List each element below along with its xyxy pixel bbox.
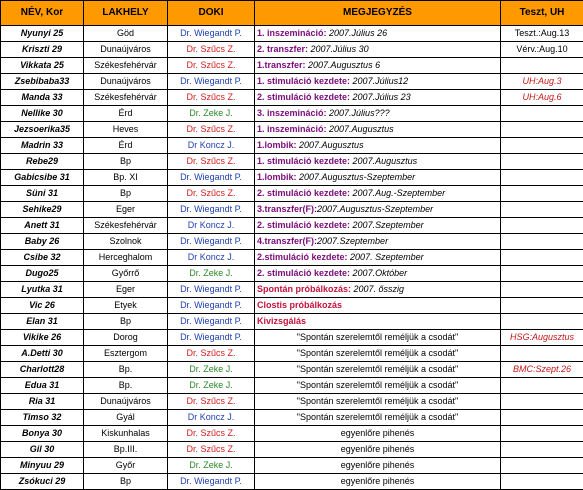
cell-doctor[interactable]: Dr. Wiegandt P.: [168, 74, 255, 90]
table-row: [1, 202, 583, 218]
table-row: [1, 266, 583, 282]
cell-test[interactable]: [501, 154, 583, 170]
cell-city[interactable]: Bp.III.: [84, 442, 168, 458]
cell-doctor[interactable]: Dr. Wiegandt P.: [168, 314, 255, 330]
note-highlight: 1. inszemináció:: [257, 124, 327, 134]
cell-city[interactable]: Esztergom: [84, 346, 168, 362]
cell-name[interactable]: Manda 33: [1, 90, 84, 106]
cell-doctor[interactable]: Dr. Wiegandt P.: [168, 282, 255, 298]
cell-note[interactable]: [255, 250, 501, 266]
cell-city[interactable]: Érd: [84, 106, 168, 122]
cell-name[interactable]: Edua 31: [1, 378, 84, 394]
table-row: [1, 74, 583, 90]
note-date: 2007.Augusztus-Szeptember: [297, 172, 416, 182]
cell-note[interactable]: [255, 314, 501, 330]
table-row: [1, 170, 583, 186]
cell-name[interactable]: Minyuu 29: [1, 458, 84, 474]
note-highlight: 1.lombik:: [257, 172, 297, 182]
cell-test[interactable]: [501, 394, 583, 410]
cell-name[interactable]: Bonya 30: [1, 426, 84, 442]
cell-note[interactable]: "Spontán szerelemtől reméljük a csodát": [255, 330, 501, 346]
table-row: [1, 346, 583, 362]
cell-test[interactable]: [501, 58, 583, 74]
header-city[interactable]: LAKHELY: [84, 1, 168, 26]
cell-test[interactable]: UH:Aug.3: [501, 74, 583, 90]
note-date: 2007.Szeptember: [317, 236, 388, 246]
cell-note[interactable]: [255, 138, 501, 154]
cell-test[interactable]: [501, 410, 583, 426]
table-row: [1, 378, 583, 394]
cell-note[interactable]: [255, 282, 501, 298]
cell-doctor[interactable]: Dr. Szűcs Z.: [168, 122, 255, 138]
cell-city[interactable]: Heves: [84, 122, 168, 138]
cell-note[interactable]: "Spontán szerelemtől reméljük a csodát": [255, 378, 501, 394]
note-highlight: 1. stimuláció kezdete:: [257, 76, 350, 86]
note-highlight: 1. inszemináció:: [257, 28, 327, 38]
cell-note[interactable]: [255, 154, 501, 170]
note-date: 2007.Augusztus 6: [306, 60, 381, 70]
cell-doctor[interactable]: Dr Koncz J.: [168, 250, 255, 266]
note-date: 2007.Július???: [327, 108, 390, 118]
table-row: [1, 218, 583, 234]
cell-city[interactable]: Dorog: [84, 330, 168, 346]
note-date: 2007.Július 23: [350, 92, 411, 102]
cell-test[interactable]: Vérv.:Aug.10: [501, 42, 583, 58]
cell-test[interactable]: Teszt.:Aug.13: [501, 26, 583, 42]
table-row: [1, 394, 583, 410]
note-date: 2007. ősszig: [351, 284, 404, 294]
cell-test[interactable]: [501, 218, 583, 234]
cell-city[interactable]: Székesfehérvár: [84, 90, 168, 106]
cell-note[interactable]: [255, 58, 501, 74]
table-row: [1, 442, 583, 458]
cell-name[interactable]: Charlott28: [1, 362, 84, 378]
cell-doctor[interactable]: Dr. Wiegandt P.: [168, 170, 255, 186]
cell-city[interactable]: Bp.: [84, 378, 168, 394]
cell-name[interactable]: Anett 31: [1, 218, 84, 234]
cell-name[interactable]: Rebe29: [1, 154, 84, 170]
cell-doctor[interactable]: Dr. Zeke J.: [168, 458, 255, 474]
note-highlight: 3.transzfer(F):: [257, 204, 317, 214]
table-row: [1, 90, 583, 106]
cell-name[interactable]: Elan 31: [1, 314, 84, 330]
cell-city[interactable]: Bp: [84, 154, 168, 170]
cell-test[interactable]: UH:Aug.6: [501, 90, 583, 106]
cell-city[interactable]: Szolnok: [84, 234, 168, 250]
cell-note[interactable]: [255, 90, 501, 106]
cell-city[interactable]: Győrrő: [84, 266, 168, 282]
note-date: 2007.Július 26: [327, 28, 388, 38]
cell-test[interactable]: [501, 234, 583, 250]
cell-doctor[interactable]: Dr. Szűcs Z.: [168, 186, 255, 202]
cell-note[interactable]: [255, 42, 501, 58]
cell-city[interactable]: Bp: [84, 186, 168, 202]
note-highlight: 2. stimuláció kezdete:: [257, 220, 350, 230]
cell-name[interactable]: Nellike 30: [1, 106, 84, 122]
cell-name[interactable]: A.Detti 30: [1, 346, 84, 362]
cell-note[interactable]: egyenlőre pihenés: [255, 458, 501, 474]
cell-note[interactable]: "Spontán szerelemtől reméljük a csodát": [255, 394, 501, 410]
cell-city[interactable]: Bp: [84, 474, 168, 490]
table-row: [1, 154, 583, 170]
table-row: [1, 26, 583, 42]
cell-test[interactable]: [501, 186, 583, 202]
cell-note[interactable]: "Spontán szerelemtől reméljük a csodát": [255, 362, 501, 378]
cell-note[interactable]: [255, 170, 501, 186]
cell-city[interactable]: Dunaújváros: [84, 42, 168, 58]
note-date: 2007.Szeptember: [350, 220, 424, 230]
table-row: [1, 330, 583, 346]
note-highlight: 1.transzfer:: [257, 60, 306, 70]
header-doctor[interactable]: DOKI: [168, 1, 255, 26]
cell-doctor[interactable]: Dr. Szűcs Z.: [168, 154, 255, 170]
note-date: 2007.Augusztus: [350, 156, 417, 166]
cell-test[interactable]: [501, 314, 583, 330]
cell-city[interactable]: Göd: [84, 26, 168, 42]
cell-test[interactable]: HSG:Augusztus: [501, 330, 583, 346]
cell-note[interactable]: [255, 122, 501, 138]
cell-name[interactable]: Jezsoerika35: [1, 122, 84, 138]
note-highlight: 4.transzfer(F):: [257, 236, 317, 246]
cell-doctor[interactable]: Dr Koncz J.: [168, 410, 255, 426]
cell-name[interactable]: Timso 32: [1, 410, 84, 426]
cell-test[interactable]: [501, 458, 583, 474]
header-note[interactable]: MEGJEGYZÉS: [255, 1, 501, 26]
table-row: [1, 234, 583, 250]
cell-test[interactable]: [501, 170, 583, 186]
cell-doctor[interactable]: Dr. Wiegandt P.: [168, 298, 255, 314]
table-row: [1, 458, 583, 474]
cell-city[interactable]: Bp: [84, 314, 168, 330]
cell-name[interactable]: Zsebibaba33: [1, 74, 84, 90]
note-highlight: 2. stimuláció kezdete:: [257, 268, 350, 278]
cell-test[interactable]: [501, 442, 583, 458]
cell-doctor[interactable]: Dr. Wiegandt P.: [168, 234, 255, 250]
table-row: [1, 282, 583, 298]
cell-doctor[interactable]: Dr. Wiegandt P.: [168, 474, 255, 490]
cell-note[interactable]: [255, 298, 501, 314]
cell-test[interactable]: [501, 298, 583, 314]
cell-city[interactable]: Gyál: [84, 410, 168, 426]
note-date: 2007. Szeptember: [348, 252, 424, 262]
cell-name[interactable]: Csibe 32: [1, 250, 84, 266]
cell-city[interactable]: Eger: [84, 282, 168, 298]
cell-name[interactable]: Lyutka 31: [1, 282, 84, 298]
cell-city[interactable]: Kiskunhalas: [84, 426, 168, 442]
cell-note[interactable]: "Spontán szerelemtől reméljük a csodát": [255, 410, 501, 426]
cell-name[interactable]: Vikkata 25: [1, 58, 84, 74]
cell-name[interactable]: Ria 31: [1, 394, 84, 410]
cell-test[interactable]: [501, 378, 583, 394]
cell-doctor[interactable]: Dr Koncz J.: [168, 218, 255, 234]
cell-city[interactable]: Etyek: [84, 298, 168, 314]
cell-doctor[interactable]: Dr. Szűcs Z.: [168, 394, 255, 410]
cell-name[interactable]: Gil 30: [1, 442, 84, 458]
cell-doctor[interactable]: Dr. Szűcs Z.: [168, 42, 255, 58]
cell-note[interactable]: [255, 186, 501, 202]
cell-note[interactable]: "Spontán szerelemtől reméljük a csodát": [255, 346, 501, 362]
cell-city[interactable]: Herceghalom: [84, 250, 168, 266]
cell-name[interactable]: Gabicsibe 31: [1, 170, 84, 186]
note-date: 2007.Augusztus: [327, 124, 394, 134]
cell-name[interactable]: Madrin 33: [1, 138, 84, 154]
table-row: [1, 138, 583, 154]
cell-city[interactable]: Székesfehérvár: [84, 58, 168, 74]
table-row: [1, 474, 583, 490]
cell-note[interactable]: [255, 266, 501, 282]
cell-test[interactable]: [501, 426, 583, 442]
cell-doctor[interactable]: Dr. Wiegandt P.: [168, 330, 255, 346]
cell-test[interactable]: BMC:Szept.26: [501, 362, 583, 378]
table-row: [1, 250, 583, 266]
cell-city[interactable]: Bp.: [84, 362, 168, 378]
cell-name[interactable]: Nyunyi 25: [1, 26, 84, 42]
cell-city[interactable]: Győr: [84, 458, 168, 474]
cell-name[interactable]: Sehike29: [1, 202, 84, 218]
table-row: [1, 362, 583, 378]
cell-test[interactable]: [501, 202, 583, 218]
table-row: [1, 42, 583, 58]
header-name[interactable]: NÉV, Kor: [1, 1, 84, 26]
cell-doctor[interactable]: Dr. Szűcs Z.: [168, 426, 255, 442]
cell-note[interactable]: [255, 106, 501, 122]
table-row: [1, 186, 583, 202]
cell-doctor[interactable]: Dr. Zeke J.: [168, 378, 255, 394]
cell-test[interactable]: [501, 250, 583, 266]
table-row: [1, 426, 583, 442]
table-row: [1, 58, 583, 74]
cell-test[interactable]: [501, 346, 583, 362]
cell-test[interactable]: [501, 474, 583, 490]
cell-doctor[interactable]: Dr. Zeke J.: [168, 266, 255, 282]
cell-doctor[interactable]: Dr. Wiegandt P.: [168, 202, 255, 218]
note-date: 2007.Július12: [350, 76, 408, 86]
table-row: [1, 122, 583, 138]
cell-city[interactable]: Érd: [84, 138, 168, 154]
note-date: 2007.Július 30: [308, 44, 369, 54]
note-highlight: 1. stimuláció kezdete:: [257, 156, 350, 166]
note-highlight: 3. inszemináció:: [257, 108, 327, 118]
header-test[interactable]: Teszt, UH: [501, 1, 583, 26]
cell-test[interactable]: [501, 106, 583, 122]
cell-doctor[interactable]: Dr Koncz J.: [168, 138, 255, 154]
cell-doctor[interactable]: Dr. Szűcs Z.: [168, 58, 255, 74]
cell-name[interactable]: Dugo25: [1, 266, 84, 282]
cell-note[interactable]: [255, 74, 501, 90]
cell-test[interactable]: [501, 138, 583, 154]
note-date: 2007.Augusztus-Szeptember: [317, 204, 433, 214]
note-date: 2007.Aug.-Szeptember: [350, 188, 445, 198]
cell-note[interactable]: egyenlőre pihenés: [255, 474, 501, 490]
cell-city[interactable]: Eger: [84, 202, 168, 218]
cell-name[interactable]: Vikike 26: [1, 330, 84, 346]
cell-note[interactable]: egyenlőre pihenés: [255, 442, 501, 458]
table-row: [1, 298, 583, 314]
cell-name[interactable]: Vic 26: [1, 298, 84, 314]
note-highlight: Clostis próbálkozás: [257, 300, 342, 310]
table-body: [1, 26, 583, 490]
cell-test[interactable]: [501, 122, 583, 138]
cell-doctor[interactable]: Dr. Zeke J.: [168, 106, 255, 122]
cell-city[interactable]: Dunaújváros: [84, 394, 168, 410]
cell-note[interactable]: [255, 202, 501, 218]
header-row: [1, 1, 583, 26]
note-highlight: 2. stimuláció kezdete:: [257, 188, 350, 198]
cell-name[interactable]: Süni 31: [1, 186, 84, 202]
table-row: [1, 314, 583, 330]
cell-city[interactable]: Dunaújváros: [84, 74, 168, 90]
cell-test[interactable]: [501, 282, 583, 298]
cell-city[interactable]: Bp. XI: [84, 170, 168, 186]
table-row: [1, 106, 583, 122]
table-row: [1, 410, 583, 426]
note-highlight: 1.lombik:: [257, 140, 297, 150]
cell-doctor[interactable]: Dr. Szűcs Z.: [168, 442, 255, 458]
note-date: 2007.Október: [350, 268, 407, 278]
note-date: 2007.Augusztus: [297, 140, 364, 150]
note-highlight: Spontán próbálkozás:: [257, 284, 351, 294]
note-highlight: 2.stimuláció kezdete:: [257, 252, 348, 262]
cell-doctor[interactable]: Dr. Szűcs Z.: [168, 90, 255, 106]
cell-doctor[interactable]: Dr. Szűcs Z.: [168, 346, 255, 362]
cell-note[interactable]: [255, 26, 501, 42]
cell-note[interactable]: [255, 218, 501, 234]
note-highlight: Kivizsgálás: [257, 316, 306, 326]
cell-city[interactable]: Székesfehérvár: [84, 218, 168, 234]
cell-note[interactable]: egyenlőre pihenés: [255, 426, 501, 442]
cell-test[interactable]: [501, 266, 583, 282]
cell-name[interactable]: Kriszti 29: [1, 42, 84, 58]
note-highlight: 2. stimuláció kezdete:: [257, 92, 350, 102]
cell-name[interactable]: Baby 26: [1, 234, 84, 250]
cell-doctor[interactable]: Dr. Wiegandt P.: [168, 26, 255, 42]
cell-name[interactable]: Zsókuci 29: [1, 474, 84, 490]
note-highlight: 2. transzfer:: [257, 44, 308, 54]
cell-doctor[interactable]: Dr. Zeke J.: [168, 362, 255, 378]
cell-note[interactable]: [255, 234, 501, 250]
